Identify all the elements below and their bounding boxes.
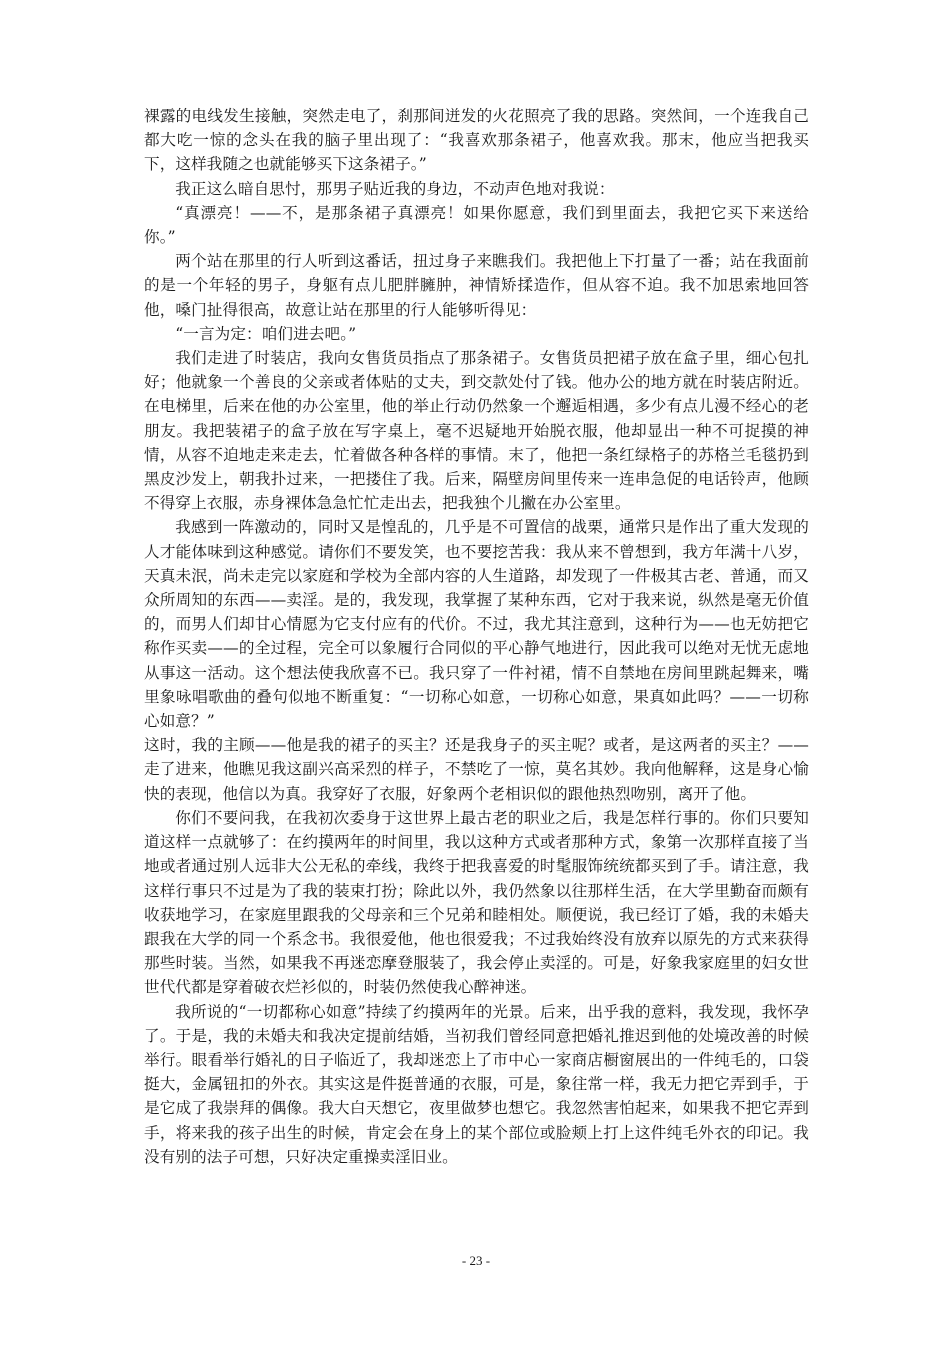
page-number: - 23 - [461,1253,491,1268]
paragraph: “一言为定：咱们进去吧。” [175,324,357,343]
paragraph: 这时，我的主顾——他是我的裙子的买主？还是我身子的买主呢？或者，是这两者的买主？——走了进来，他瞧见我这副兴高采烈的样子，不禁吃了一惊，莫名其妙。我向他解释，这是身心愉快的表现，他信以为真。我穿好了衣服，好象两个老相识似的跟他热烈吻别，离开了他。 [144,736,809,803]
paragraph: 裸露的电线发生接触，突然走电了，刹那间迸发的火花照亮了我的思路。突然间，一个连我自己都大吃一惊的念头在我的脑子里出现了：“我喜欢那条裙子，他喜欢我。那末，他应当把我买下，这样我随之也就能够买下这条裙子。” [144,107,809,174]
paragraph: 我所说的“一切都称心如意”持续了约摸两年的光景。后来，出乎我的意料，我发现，我怀孕了。于是，我的未婚夫和我决定提前结婚，当初我们曾经同意把婚礼推迟到他的处境改善的时候举行。眼看举行婚礼的日子临近了，我却迷恋上了市中心一家商店橱窗展出的一件纯毛的，口袋挺大，金属钮扣的外衣。其实这是件挺普通的衣服，可是，象往常一样，我无力把它弄到手，于是它成了我崇拜的偶像。我大白天想它，夜里做梦也想它。我忽然害怕起来，如果我不把它弄到手，将来我的孩子出生的时候，肯定会在身上的某个部位或脸颊上打上这件纯毛外衣的印记。我没有别的法子可想，只好决定重操卖淫旧业。 [144,1002,809,1166]
paragraph: 两个站在那里的行人听到这番话，扭过身子来瞧我们。我把他上下打量了一番；站在我面前的是一个年轻的男子，身躯有点儿肥胖臃肿，神情矫揉造作，但从容不迫。我不加思索地回答他，嗓门扯得很高，故意让站在那里的行人能够听得见： [144,252,809,319]
document-body [144,104,809,1169]
paragraph: 我正这么暗自思忖，那男子贴近我的身边，不动声色地对我说： [175,179,615,198]
paragraph: 我们走进了时装店，我向女售货员指点了那条裙子。女售货员把裙子放在盒子里，细心包扎好；他就象一个善良的父亲或者体贴的丈夫，到交款处付了钱。他办公的地方就在时装店附近。在电梯里，后来在他的办公室里，他的举止行动仍然象一个邂逅相遇，多少有点儿漫不经心的老朋友。我把装裙子的盒子放在写字桌上，毫不迟疑地开始脱衣服，他却显出一种不可捉摸的神情，从容不迫地走来走去，忙着做各种各样的事情。末了，他把一条红绿格子的苏格兰毛毯扔到黑皮沙发上，朝我扑过来，一把搂住了我。后来，隔壁房间里传来一连串急促的电话铃声，他顾不得穿上衣服，赤身裸体急急忙忙走出去，把我独个儿撇在办公室里。 [144,349,809,513]
paragraph: 你们不要问我，在我初次委身于这世界上最古老的职业之后，我是怎样行事的。你们只要知道这样一点就够了：在约摸两年的时间里，我以这种方式或者那种方式，象第一次那样直接了当地或者通过别人远非大公无私的牵线，我终于把我喜爱的时髦服饰统统都买到了手。请注意，我这样行事只不过是为了我的装束打扮；除此以外，我仍然象以往那样生活，在大学里勤奋而颇有收获地学习，在家庭里跟我的父母亲和三个兄弟和睦相处。顺便说，我已经订了婚，我的未婚夫跟我在大学的同一个系念书。我很爱他，他也很爱我；不过我始终没有放弃以原先的方式来获得那些时装。当然，如果我不再迷恋摩登服装了，我会停止卖淫的。可是，好象我家庭里的妇女世世代代都是穿着破衣烂衫似的，时装仍然使我心醉神迷。 [144,808,809,997]
paragraph: “真漂亮！——不，是那条裙子真漂亮！如果你愿意，我们到里面去，我把它买下来送给你。” [144,203,809,247]
paragraph: 我感到一阵激动的，同时又是惶乱的，几乎是不可置信的战栗，通常只是作出了重大发现的人才能体味到这种感觉。请你们不要发笑，也不要挖苦我：我从来不曾想到，我方年满十八岁，天真未泯，尚未走完以家庭和学校为全部内容的人生道路，却发现了一件极其古老、普通，而又众所周知的东西——卖淫。是的，我发现，我掌握了某种东西，它对于我来说，纵然是毫无价值的，而男人们却甘心情愿为它支付应有的代价。不过，我尤其注意到，这种行为——也无妨把它称作买卖——的全过程，完全可以象履行合同似的平心静气地进行，因此我可以绝对无忧无虑地从事这一活动。这个想法使我欣喜不已。我只穿了一件衬裙，情不自禁地在房间里跳起舞来，嘴里象咏唱歌曲的叠句似地不断重复：“一切称心如意，一切称心如意，果真如此吗？——一切称心如意？” [144,518,809,731]
